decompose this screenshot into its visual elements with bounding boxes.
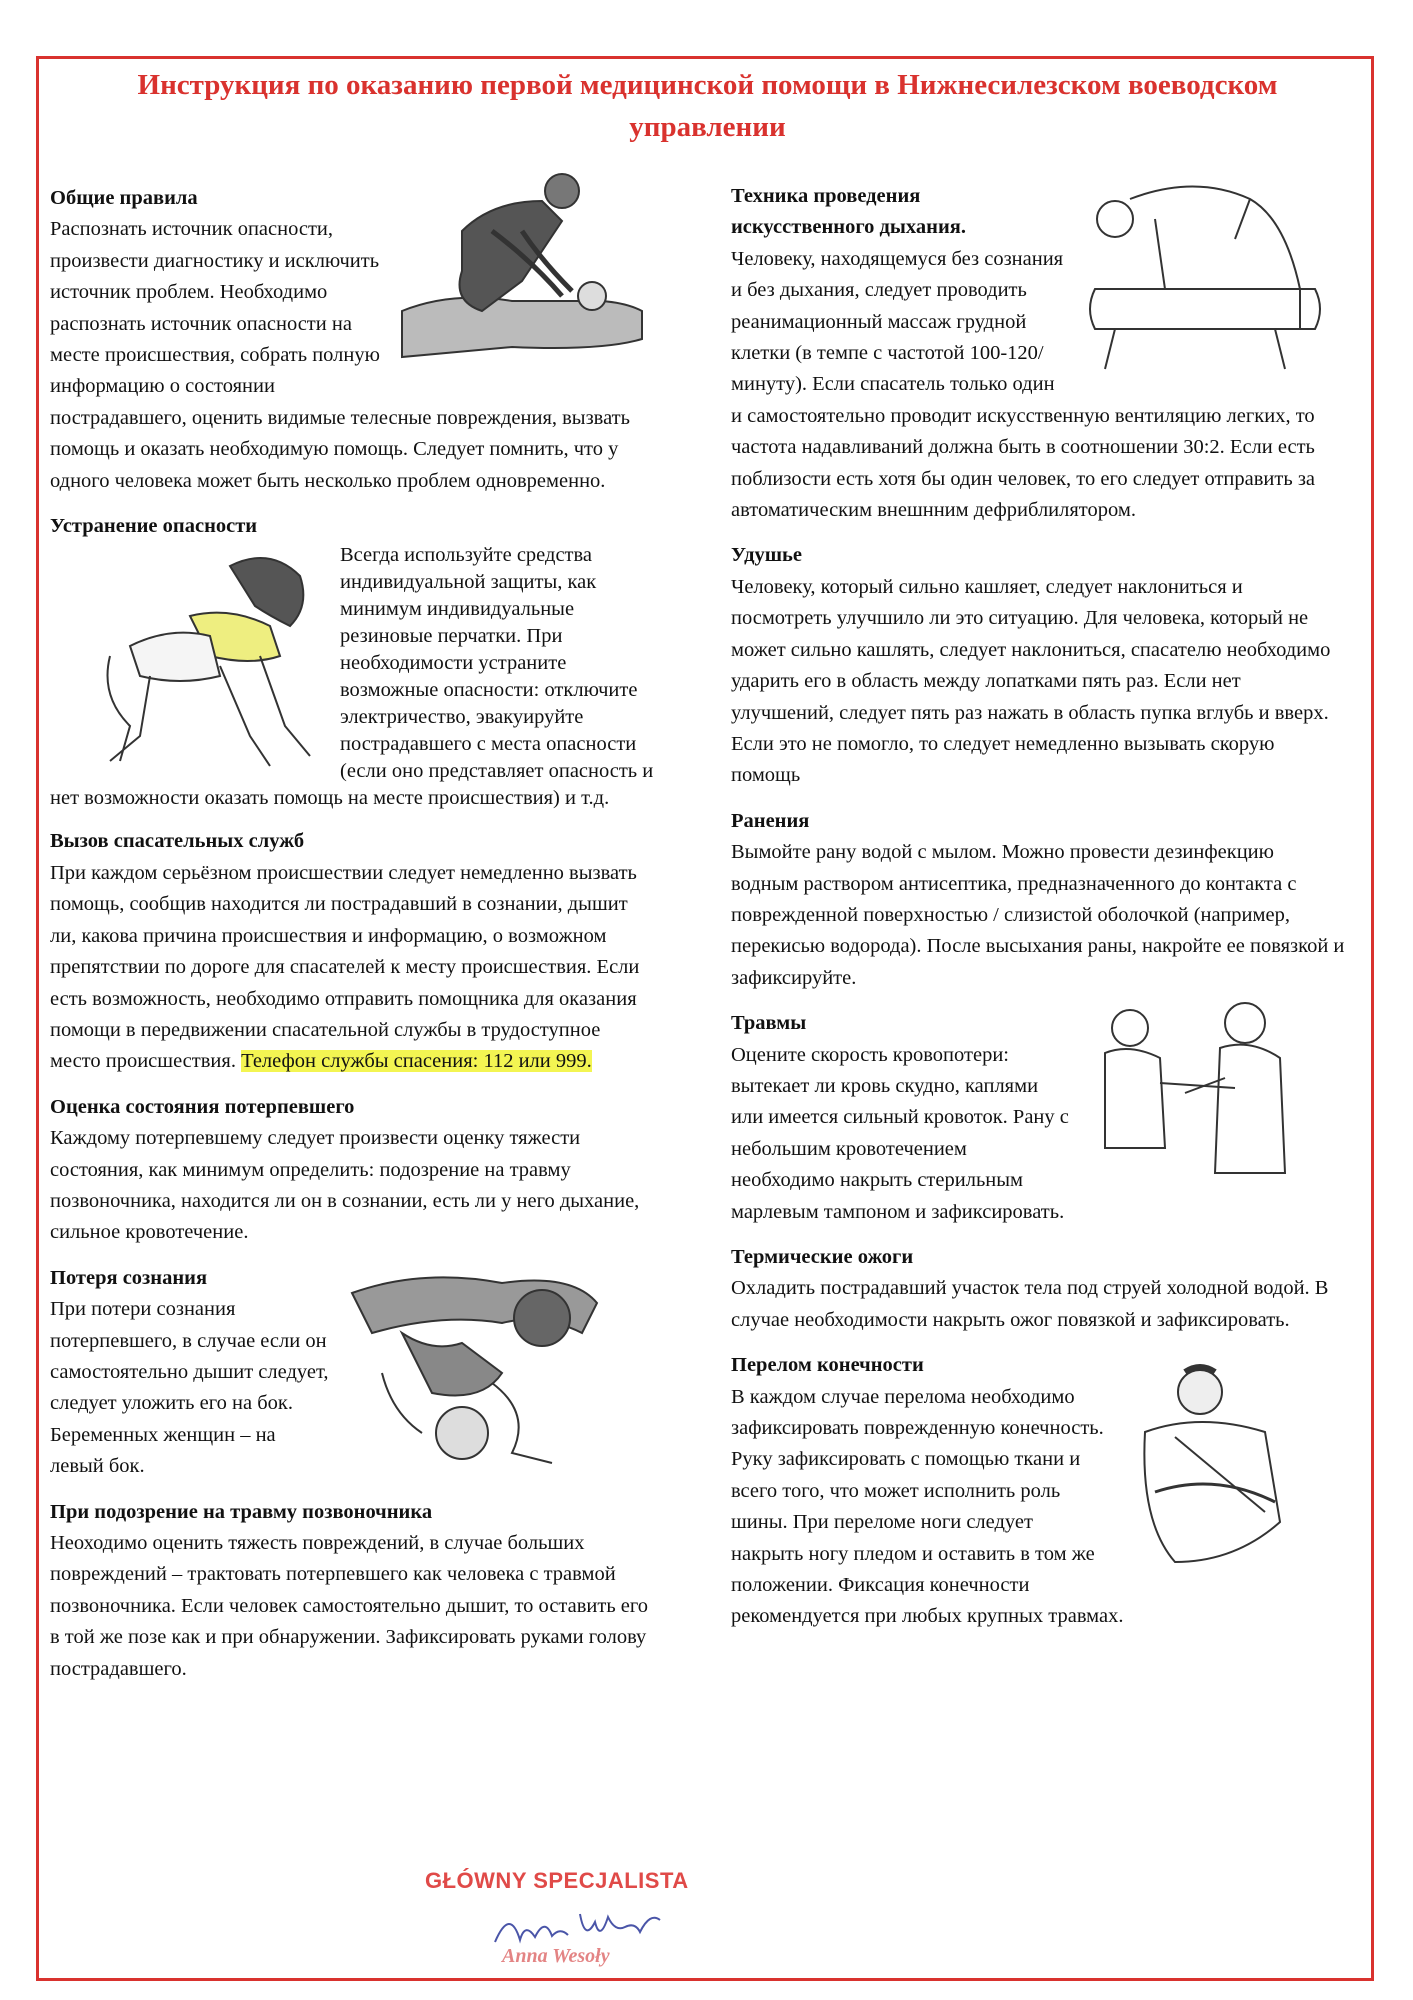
text-injuries: Оцените скорость кровопотери: вытекает ли кровь скудно, каплями или имеется сильный кровоток. Рану с небольшим кровотечением необходимо накрыть стерильным марлевым тампоном и зафиксировать. <box>731 1043 1069 1223</box>
text-victim-assessment: Каждому потерпевшему следует произвести оценку тяжести состояния, как минимум определить: подозрение на травму позвоночника, находится ли он в сознании, есть ли у него дыхание, сильное кровотечение. <box>50 1127 640 1244</box>
text-danger-removal: Всегда используйте средства индивидуальной защиты, как минимум индивидуальные резиновые перчатки. При необходимости устраните возможные опасности: отключите электричество, эвакуируйте пострадавшего с места опасности (если оно представляет опасность и нет возможности оказать помощь на месте происшествия) и т.д. <box>50 544 654 810</box>
heading-danger-removal: Устранение опасности <box>50 515 258 538</box>
text-fracture: В каждом случае перелома необходимо зафиксировать поврежденную конечность. Руку зафиксировать с помощью ткани и всего того, что может исполнить роль шины. При переломе ноги следует накрыть ногу пледом и оставить в том же положении. Фиксация конечности рекомендуется при любых крупных травмах. <box>731 1385 1124 1628</box>
section-cpr <box>731 181 1345 526</box>
illustration-arm-sling <box>1115 1362 1305 1592</box>
heading-choking: Удушье <box>731 544 802 567</box>
illustration-rescuer-kneeling <box>392 161 652 373</box>
text-spine-injury: Неоходимо оценить тяжесть повреждений, в случае больших повреждений – трактовать потерпевшего как человека с травмой позвоночника. Если человек самостоятельно дышит, то оставить его в той же позе как и при обнаружении. Зафиксировать руками голову пострадавшего. <box>50 1532 649 1680</box>
section-unconscious <box>50 1263 656 1483</box>
text-general-rules: Распознать источник опасности, произвести диагностику и исключить источник проблем. Необходимо распознать источник опасности на месте происшествия, собрать полную информацию о состоянии пострадавшего, оценить видимые телесные повреждения, вызвать помощь и оказать необходимую помощь. Следует помнить, что у одного человека может быть несколько проблем одновременно. <box>50 218 630 492</box>
emergency-phone-highlight: Телефон службы спасения: 112 или 999. <box>241 1050 592 1073</box>
section-burns <box>731 1242 1345 1336</box>
section-fracture <box>731 1350 1345 1633</box>
section-choking <box>731 540 1345 791</box>
illustration-recovery-position <box>342 1263 612 1473</box>
section-injuries <box>731 1008 1345 1228</box>
illustration-bandaging-arm <box>1085 998 1305 1188</box>
stamp-name: Anna Wesoły <box>502 1945 610 1967</box>
left-column <box>50 183 656 1685</box>
section-wounds <box>731 806 1345 994</box>
text-rescue-call <box>50 858 656 1078</box>
section-rescue-call <box>50 826 656 1077</box>
section-danger-removal <box>50 511 656 812</box>
heading-general-rules: Общие правила <box>50 187 198 209</box>
heading-unconscious: Потеря сознания <box>50 1266 208 1289</box>
document-title: Инструкция по оказанию первой медицинской помощи в Нижнесилезском воеводском управлении <box>137 69 1278 143</box>
text-unconscious: При потери сознания потерпевшего, в случае если он самостоятельно дышит следует, следует уложить его на бок. Беременных женщин – на левый бок. <box>50 1298 329 1478</box>
text-wounds: Вымойте рану водой с мылом. Можно провести дезинфекцию водным раствором антисептика, предназначенного до контакта с поврежденной поверхностью / слизистой оболочкой (например, перекисью водорода). После высыхания раны, накройте ее повязкой и зафиксируйте. <box>731 841 1345 989</box>
text-burns: Охладить пострадавший участок тела под струей холодной водой. В случае необходимости накрыть ожог повязкой и зафиксировать. <box>731 1277 1329 1331</box>
section-general-rules <box>50 183 656 497</box>
heading-injuries: Травмы <box>731 1012 807 1035</box>
heading-burns: Термические ожоги <box>731 1246 914 1268</box>
section-spine-injury <box>50 1497 656 1685</box>
text-cpr: Человеку, находящемуся без сознания и без дыхания, следует проводить реанимационный массаж грудной клетки (в темпе с частотой 100-120/минуту). Если спасатель только один и самостоятельно проводит искусственную вентиляцию легких, то частота надавливаний должна быть в соотношении 30:2. Если есть поблизости есть хотя бы один человек, то его следует отправить за автоматическим внешнним дефриблилятором. <box>731 247 1316 522</box>
heading-cpr: Техника проведения искусственного дыхания. <box>731 185 966 239</box>
right-column <box>731 181 1345 1633</box>
heading-fracture: Перелом конечности <box>731 1354 924 1377</box>
rescue-call-body: При каждом серьёзном происшествии следует немедленно вызвать помощь, сообщив находится ли пострадавший в сознании, дышит ли, какова причина происшествия и информацию, о возможном препятствии по дороге для спасателей к месту происшествия. Если есть возможность, необходимо отправить помощника для оказания помощи в передвижении спасательной службы в трудоступное место происшествия. <box>50 861 640 1073</box>
illustration-chest-compressions <box>1075 179 1335 379</box>
official-stamp-title: GŁÓWNY SPECJALISTA <box>425 1868 689 1893</box>
heading-spine-injury: При подозрение на травму позвоночника <box>50 1500 433 1523</box>
text-choking: Человеку, который сильно кашляет, следует наклониться и посмотреть улучшило ли это ситуацию. Для человека, который не может сильно кашлять, следует наклониться, спасателю необходимо ударить его в область между лопатками пять раз. Если нет улучшений, следует пять раз нажать в область пупка вглубь и вверх. Если это не помогло, то следует немедленно вызывать скорую помощь <box>731 575 1331 787</box>
heading-victim-assessment: Оценка состояния потерпевшего <box>50 1095 355 1118</box>
section-victim-assessment <box>50 1092 656 1249</box>
heading-rescue-call: Вызов спасательных служб <box>50 830 305 853</box>
heading-wounds: Ранения <box>731 809 810 832</box>
illustration-person-crawling <box>70 546 326 778</box>
